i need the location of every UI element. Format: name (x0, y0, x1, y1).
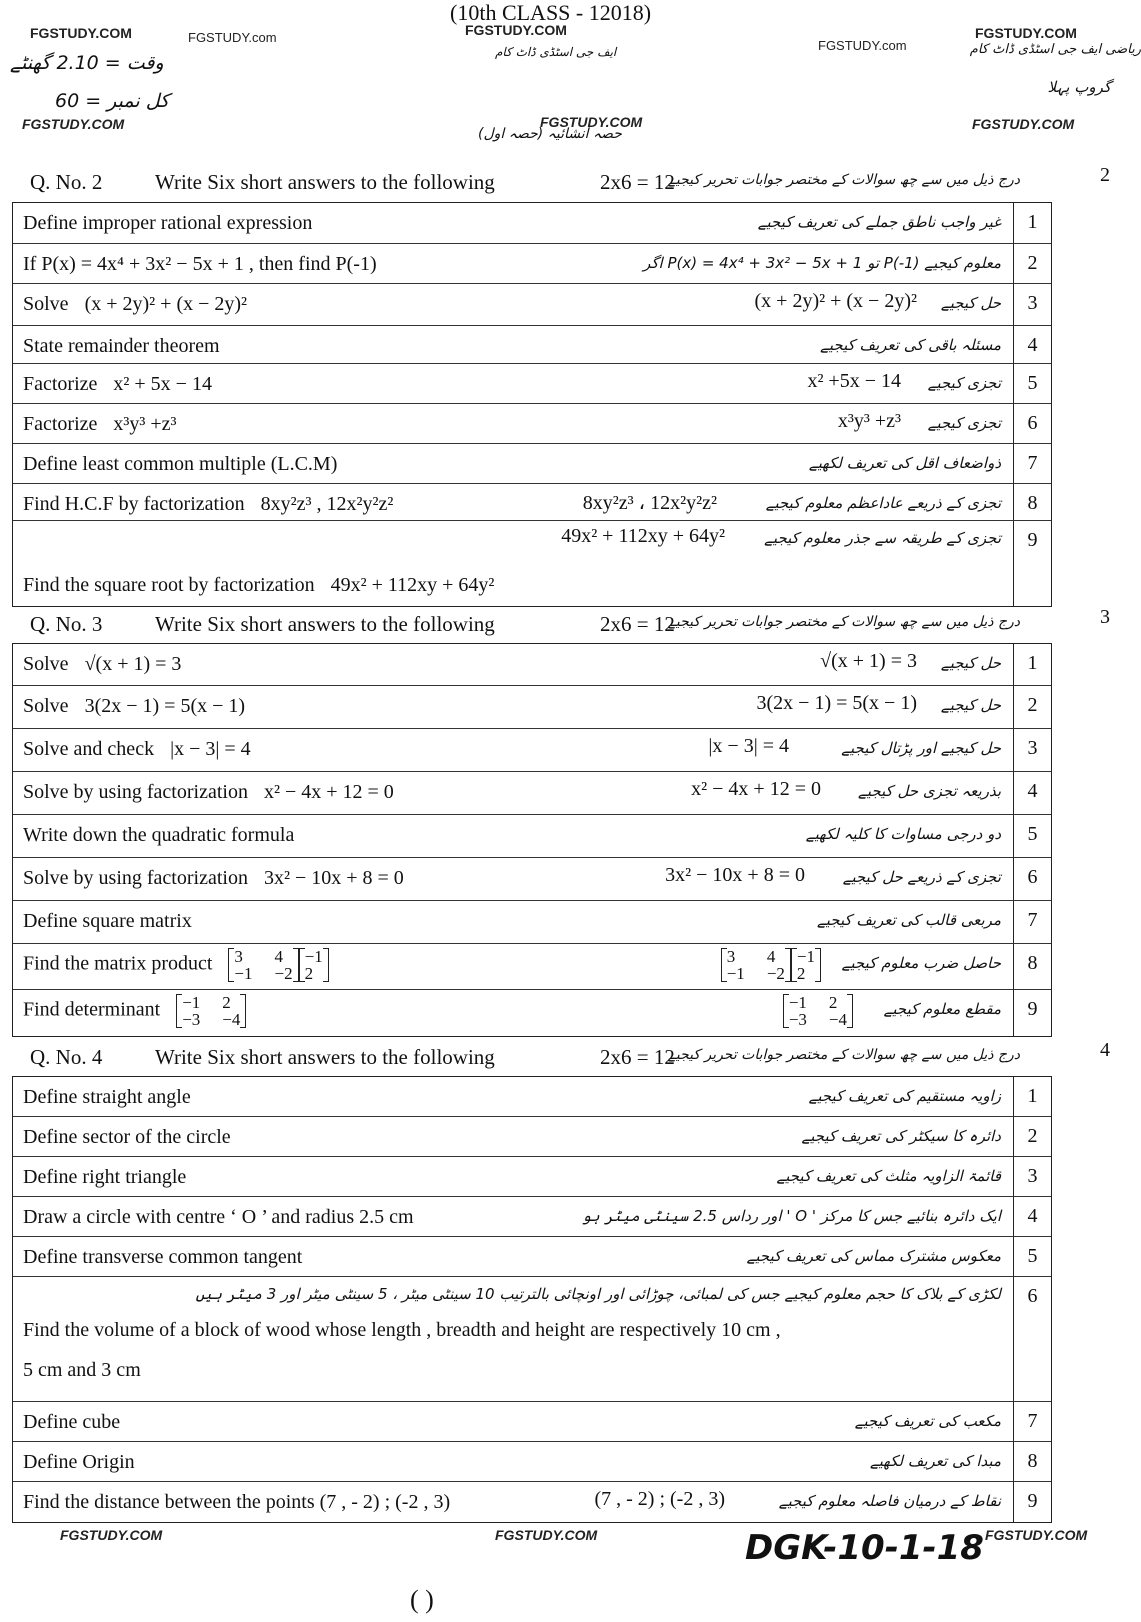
english-text: Define right triangle (23, 1166, 187, 1188)
english-question (23, 293, 247, 316)
section-title: حصہ انشائیہ (حصہ اول) (478, 126, 622, 142)
urdu-instruction: درج ذیل میں سے چھ سوالات کے مختصر جوابات تحریر کیجیے (667, 614, 1020, 630)
urdu-instruction: درج ذیل میں سے چھ سوالات کے مختصر جوابات تحریر کیجیے (667, 172, 1020, 188)
urdu-matrix-expression (721, 948, 821, 982)
english-expression: 3x² − 10x + 8 = 0 (263, 867, 404, 889)
row-number: 6 (1013, 858, 1051, 900)
matrix-entry: 2 (304, 964, 314, 983)
urdu-question: تجزی کے طریقہ سے جذر معلوم کیجیے (764, 529, 1001, 547)
english-expression: 3(2x − 1) = 5(x − 1) (84, 695, 246, 717)
question-row (13, 644, 1051, 686)
urdu-question: غیر واجب ناطق جملے کی تعریف کیجیے (757, 213, 1001, 231)
row-number: 4 (1013, 772, 1051, 814)
english-question (23, 373, 212, 396)
urdu-question: حاصل ضرب معلوم کیجیے (841, 954, 1001, 972)
english-text: Find the matrix product (23, 952, 213, 975)
english-question (23, 695, 245, 718)
english-text: State remainder theorem (23, 335, 220, 357)
urdu-expression: (x + 2y)² + (x − 2y)² (754, 290, 917, 312)
urdu-question: معلوم کیجیے P(-1) تو P(x) = 4x⁴ + 3x² − 5x + 1 اگر (643, 254, 1001, 272)
english-text: Solve by using factorization (23, 867, 248, 889)
question-marks: 2x6 = 12 (600, 170, 675, 194)
english-expression: |x − 3| = 4 (170, 738, 251, 760)
english-text: Factorize (23, 373, 98, 395)
question-row (13, 1117, 1051, 1157)
english-question (23, 1166, 186, 1189)
row-number: 7 (1013, 1402, 1051, 1441)
paper-code-handwritten: DGK-10-1-18 (745, 1528, 984, 1568)
question-row (13, 364, 1051, 404)
english-text: Solve and check (23, 738, 155, 760)
matrix-entry: −3 (182, 1010, 201, 1029)
urdu-question: زاویہ مستقیم کی تعریف کیجیے (808, 1087, 1001, 1105)
english-text: Define Origin (23, 1451, 135, 1473)
question-table (12, 1076, 1052, 1523)
urdu-question: ایک دائرہ بنائیے جس کا مرکز ' O ' اور رداس 2.5 سینٹی میٹر ہو (582, 1207, 1001, 1225)
row-number: 4 (1013, 1197, 1051, 1236)
question-row (13, 326, 1051, 364)
english-question (23, 1126, 231, 1149)
urdu-expression: x² +5x − 14 (807, 370, 901, 392)
urdu-question: مسئلہ باقی کی تعریف کیجیے (820, 336, 1001, 354)
urdu-expression: 3(2x − 1) = 5(x − 1) (756, 692, 917, 714)
english-text: Find the volume of a block of wood whose length , breadth and height are respectively 10 cm , (23, 1319, 781, 1341)
english-question (23, 910, 192, 933)
question-row (13, 944, 1051, 990)
urdu-expression: x³y³ +z³ (837, 410, 901, 432)
english-text: Define least common multiple (L.C.M) (23, 453, 338, 475)
english-text: Define straight angle (23, 1086, 191, 1108)
question-marks: 2x6 = 12 (600, 1045, 675, 1069)
urdu-question: بذریعہ تجزی حل کیجیے (858, 782, 1001, 800)
urdu-expression: x² − 4x + 12 = 0 (691, 778, 821, 800)
question-number: Q. No. 3 (30, 612, 103, 636)
row-number: 9 (1013, 521, 1051, 606)
english-question (23, 574, 494, 597)
watermark: FGSTUDY.com (188, 30, 277, 45)
row-number: 6 (1013, 1277, 1051, 1401)
english-question (23, 1086, 191, 1109)
row-number: 1 (1013, 1077, 1051, 1116)
english-question (23, 1491, 450, 1514)
question-row (13, 1197, 1051, 1237)
matrix-entry: 2 (796, 964, 806, 983)
matrix-entry: −1 (726, 964, 745, 983)
page-mark: ( ) (410, 1585, 434, 1614)
matrix (783, 994, 853, 1028)
english-text: Define square matrix (23, 910, 192, 932)
watermark: FGSTUDY.COM (22, 116, 125, 132)
matrix-entry: −4 (828, 1010, 847, 1029)
question-instruction: Write Six short answers to the following (155, 170, 495, 194)
question-row (13, 1442, 1051, 1482)
english-question (23, 413, 177, 436)
matrix-entry: −1 (788, 993, 807, 1012)
row-number: 9 (1013, 1482, 1051, 1522)
matrix-entry: 2 (828, 993, 838, 1012)
watermark: FGSTUDY.COM (985, 1527, 1088, 1543)
english-expression: x³y³ +z³ (113, 413, 177, 435)
row-number: 9 (1013, 990, 1051, 1036)
matrix-entry: 2 (222, 993, 231, 1012)
matrix-expression (228, 947, 328, 983)
urdu-question: حل کیجیے اور پڑتال کیجیے (841, 739, 1001, 757)
urdu-question: لکڑی کے بلاک کا حجم معلوم کیجیے جس کی لمبائی، چوڑائی اور اونچائی بالترتیب 10 سینٹی میٹر ، 5 سینٹی میٹر اور 3 میٹر ہیں (195, 1285, 1001, 1303)
question-table (12, 202, 1052, 607)
english-question (23, 1451, 135, 1474)
english-question (23, 1206, 414, 1229)
english-text: Define sector of the circle (23, 1126, 231, 1148)
english-text: Define transverse common tangent (23, 1246, 303, 1268)
english-question (23, 867, 404, 890)
side-number: 2 (1100, 164, 1110, 186)
watermark: FGSTUDY.COM (540, 114, 643, 130)
question-instruction: Write Six short answers to the following (155, 612, 495, 636)
matrix-entry: −2 (766, 964, 785, 983)
time-allowed: وقت = 2.10 گھنٹے (10, 52, 164, 74)
row-number: 4 (1013, 326, 1051, 363)
question-number: Q. No. 4 (30, 1045, 103, 1069)
question-header (30, 1039, 1110, 1071)
matrix-entry: −1 (234, 964, 253, 983)
english-question (23, 453, 337, 476)
english-text: Solve (23, 293, 69, 315)
urdu-question: ذواضعاف اقل کی تعریف لکھیے (808, 454, 1001, 472)
matrix (721, 948, 791, 982)
english-text: Find determinant (23, 998, 161, 1021)
row-number: 3 (1013, 1157, 1051, 1196)
matrix-expression (176, 993, 246, 1029)
matrix-entry: 3 (726, 947, 736, 966)
english-text: Factorize (23, 413, 98, 435)
question-row (13, 815, 1051, 858)
group-label: گروپ پہلا (1047, 78, 1111, 96)
english-question (23, 1411, 120, 1434)
english-question (23, 824, 294, 847)
question-row (13, 1077, 1051, 1117)
question-row (13, 484, 1051, 521)
english-question (23, 781, 394, 804)
question-row (13, 858, 1051, 901)
english-text: Find H.C.F by factorization (23, 493, 245, 515)
english-text: Draw a circle with centre ‘ O ’ and radius 2.5 cm (23, 1206, 414, 1228)
row-number: 6 (1013, 404, 1051, 443)
watermark: FGSTUDY.COM (30, 25, 132, 41)
english-text: Solve (23, 653, 69, 675)
question-row (13, 1277, 1051, 1402)
english-text: Find the distance between the points (7 , - 2) ; (-2 , 3) (23, 1491, 451, 1513)
urdu-question: مقطع معلوم کیجیے (883, 1000, 1001, 1018)
matrix-entry: −2 (274, 964, 293, 983)
question-row (13, 1157, 1051, 1197)
total-marks: کل نمبر = 60 (55, 90, 170, 112)
matrix-entry: −3 (788, 1010, 807, 1029)
question-number: Q. No. 2 (30, 170, 103, 194)
urdu-question: تجزی کے ذریعے عاداعظم معلوم کیجیے (765, 494, 1001, 512)
watermark: FGSTUDY.COM (975, 25, 1077, 41)
english-question (23, 335, 220, 358)
row-number: 3 (1013, 284, 1051, 325)
question-row (13, 772, 1051, 815)
urdu-question: مربعی قالب کی تعریف کیجیے (816, 911, 1001, 929)
english-text: Define cube (23, 1411, 121, 1433)
english-text: Find the square root by factorization (23, 574, 315, 596)
urdu-question: نقاط کے درمیان فاصلہ معلوم کیجیے (778, 1492, 1001, 1510)
english-text-line2: 5 cm and 3 cm (23, 1359, 141, 1381)
watermark: FGSTUDY.COM (495, 1527, 598, 1543)
row-number: 1 (1013, 644, 1051, 685)
english-question (23, 253, 377, 276)
urdu-question: حل کیجیے (940, 294, 1001, 312)
question-row (13, 404, 1051, 444)
question-row (13, 729, 1051, 772)
question-row (13, 444, 1051, 484)
english-question (23, 1246, 302, 1269)
urdu-expression: 3x² − 10x + 8 = 0 (665, 864, 805, 886)
urdu-question: حل کیجیے (940, 696, 1001, 714)
question-row (13, 686, 1051, 729)
english-text: Write down the quadratic formula (23, 824, 295, 846)
side-number: 3 (1100, 606, 1110, 628)
watermark: FGSTUDY.COM (60, 1527, 163, 1543)
english-expression: x² + 5x − 14 (113, 373, 212, 395)
row-number: 8 (1013, 944, 1051, 989)
english-expression: √(x + 1) = 3 (84, 653, 182, 675)
urdu-question: تجزی کیجیے (927, 374, 1001, 392)
matrix (791, 948, 821, 982)
english-expression: 49x² + 112xy + 64y² (330, 574, 495, 596)
watermark: FGSTUDY.COM (972, 116, 1075, 132)
row-number: 5 (1013, 364, 1051, 403)
row-number: 3 (1013, 729, 1051, 771)
row-number: 8 (1013, 484, 1051, 520)
question-header (30, 606, 1110, 638)
english-expression: x² − 4x + 12 = 0 (263, 781, 394, 803)
matrix (176, 994, 246, 1028)
urdu-question: معکوس مشترک مماس کی تعریف کیجیے (746, 1247, 1001, 1265)
matrix-entry: −1 (304, 947, 323, 966)
question-row (13, 521, 1051, 606)
row-number: 5 (1013, 1237, 1051, 1276)
question-marks: 2x6 = 12 (600, 612, 675, 636)
english-question (23, 493, 393, 516)
row-number: 1 (1013, 203, 1051, 243)
question-header (30, 164, 1110, 196)
urdu-expression: 49x² + 112xy + 64y² (561, 525, 725, 547)
urdu-question: مبدا کی تعریف لکھیے (869, 1452, 1001, 1470)
english-expression: 8xy²z³ , 12x²y²z² (260, 493, 394, 515)
matrix-entry: 3 (234, 947, 243, 966)
english-question (23, 1319, 781, 1342)
question-row (13, 284, 1051, 326)
question-row (13, 990, 1051, 1036)
urdu-expression: √(x + 1) = 3 (820, 650, 917, 672)
urdu-expression: |x − 3| = 4 (708, 735, 789, 757)
english-text: Solve (23, 695, 69, 717)
english-question (23, 948, 329, 982)
english-text: If P(x) = 4x⁴ + 3x² − 5x + 1 , then find P(-1) (23, 253, 377, 275)
watermark: FGSTUDY.COM (465, 22, 567, 38)
matrix-entry: −1 (182, 993, 201, 1012)
urdu-instruction: درج ذیل میں سے چھ سوالات کے مختصر جوابات تحریر کیجیے (667, 1047, 1020, 1063)
question-instruction: Write Six short answers to the following (155, 1045, 495, 1069)
matrix-entry: −1 (796, 947, 815, 966)
question-row (13, 901, 1051, 944)
urdu-question: حل کیجیے (940, 654, 1001, 672)
matrix-entry: −4 (222, 1010, 241, 1029)
urdu-expression: 8xy²z³ ، 12x²y²z² (582, 492, 717, 514)
urdu-matrix-expression (783, 994, 853, 1028)
row-number: 2 (1013, 686, 1051, 728)
matrix-entry: 4 (766, 947, 776, 966)
english-question (23, 212, 312, 235)
english-expression: (x + 2y)² + (x − 2y)² (84, 293, 248, 315)
english-question (23, 653, 181, 676)
urdu-expression: (7 , - 2) ; (-2 , 3) (594, 1488, 725, 1510)
matrix-entry: 4 (274, 947, 284, 966)
question-row (13, 1482, 1051, 1522)
urdu-question: تجزی کے ذریعے حل کیجیے (842, 868, 1001, 886)
class-title: (10th CLASS - 12018) (450, 0, 652, 25)
watermark: FGSTUDY.com (818, 38, 907, 53)
english-text: Define improper rational expression (23, 212, 313, 234)
urdu-question: دائرہ کا سیکٹر کی تعریف کیجیے (801, 1127, 1001, 1145)
urdu-question: قائمۃ الزاویہ مثلث کی تعریف کیجیے (776, 1167, 1001, 1185)
urdu-question: تجزی کیجیے (927, 414, 1001, 432)
matrix (228, 948, 298, 982)
urdu-question: دو درجی مساوات کا کلیہ لکھیے (805, 825, 1001, 843)
english-question (23, 738, 251, 761)
question-row (13, 244, 1051, 284)
row-number: 5 (1013, 815, 1051, 857)
urdu-question: مکعب کی تعریف کیجیے (854, 1412, 1001, 1430)
question-row (13, 203, 1051, 244)
question-row (13, 1402, 1051, 1442)
question-table (12, 643, 1052, 1037)
matrix (299, 948, 329, 982)
row-number: 2 (1013, 1117, 1051, 1156)
english-text: Solve by using factorization (23, 781, 248, 803)
row-number: 8 (1013, 1442, 1051, 1481)
subject-title: ریاضی ایف جی اسٹڈی ڈاٹ کام (969, 42, 1141, 57)
row-number: 7 (1013, 901, 1051, 943)
english-question (23, 994, 246, 1028)
question-row (13, 1237, 1051, 1277)
urdu-watermark: ایف جی اسٹڈی ڈاٹ کام (495, 45, 617, 59)
row-number: 7 (1013, 444, 1051, 483)
side-number: 4 (1100, 1039, 1110, 1061)
row-number: 2 (1013, 244, 1051, 283)
